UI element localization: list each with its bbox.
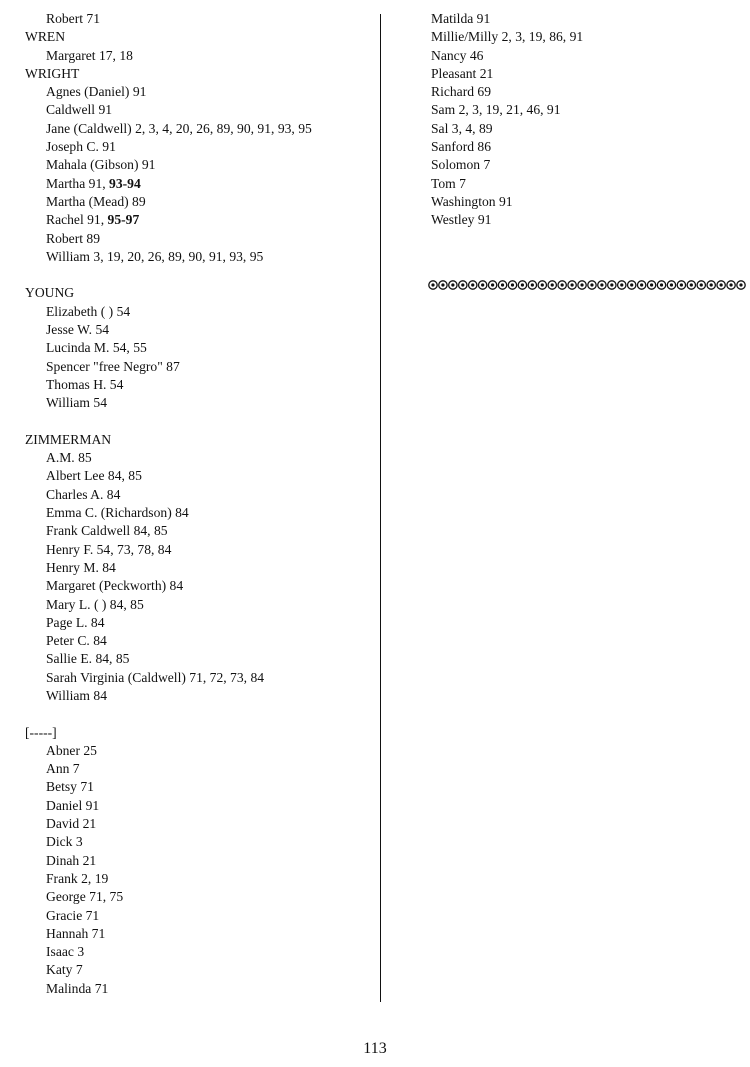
index-entry: [25, 467, 365, 485]
entry-text: Richard 69: [431, 84, 492, 100]
index-entry: [25, 504, 365, 522]
ornament-dot: [491, 283, 494, 286]
surname-heading: WRIGHT: [25, 65, 80, 81]
ornament-dot: [481, 283, 484, 286]
entry-text: Charles A. 84: [46, 486, 121, 502]
entry-text: Emma C. (Richardson) 84: [46, 505, 189, 521]
index-entry: [25, 870, 365, 888]
index-entry: [25, 669, 365, 687]
entry-text: Peter C. 84: [46, 633, 107, 649]
index-entry: [25, 47, 365, 65]
index-entry: [25, 632, 365, 650]
surname-groups: [25, 28, 365, 998]
index-entry: [25, 230, 365, 248]
entry-bold-pages: 93-94: [109, 175, 141, 191]
index-entry: [25, 907, 365, 925]
index-entry: [25, 101, 365, 119]
ornament-dot: [729, 283, 732, 286]
index-entry: [25, 650, 365, 668]
index-entry: [25, 138, 365, 156]
surname-heading: WREN: [25, 29, 66, 45]
surname-heading: ZIMMERMAN: [25, 431, 112, 447]
index-entry: [25, 248, 365, 266]
surname-group: [25, 431, 365, 705]
entry-text: Martha (Mead) 89: [46, 193, 146, 209]
page-number: 113: [363, 1040, 387, 1057]
ornament-dot: [640, 283, 643, 286]
entry-text: Solomon 7: [431, 157, 491, 173]
entry-text: Nancy 46: [431, 47, 484, 63]
index-entry: [431, 65, 741, 83]
ornament-dot: [570, 283, 573, 286]
index-entry: Robert 71: [46, 11, 100, 26]
ornament-dot: [720, 283, 723, 286]
entry-text: Sam 2, 3, 19, 21, 46, 91: [431, 102, 561, 118]
entry-text: Ann 7: [46, 761, 80, 777]
surname-group: [25, 284, 365, 412]
ornament-dot: [620, 283, 623, 286]
surname-heading: YOUNG: [25, 285, 75, 301]
index-entry: [25, 797, 365, 815]
surname-heading: [-----]: [25, 724, 57, 740]
ornament-dot: [551, 283, 554, 286]
index-entry: [25, 559, 365, 577]
entry-text: Tom 7: [431, 175, 466, 191]
index-right-column: [431, 10, 741, 230]
index-entry: [431, 47, 741, 65]
entry-text: David 21: [46, 816, 97, 832]
entry-text: Margaret 17, 18: [46, 47, 133, 63]
index-entry: [25, 925, 365, 943]
group-spacer: [25, 266, 365, 284]
entry-text: Betsy 71: [46, 779, 94, 795]
ornament-dot: [650, 283, 653, 286]
index-entry: [25, 211, 365, 229]
surname-group: [25, 65, 365, 266]
index-entry: [25, 742, 365, 760]
ornament-dot: [561, 283, 564, 286]
entry-text: George 71, 75: [46, 889, 124, 905]
entry-text: Matilda 91: [431, 11, 491, 26]
entry-text: William 3, 19, 20, 26, 89, 90, 91, 93, 95: [46, 248, 264, 264]
index-entry: [25, 760, 365, 778]
index-entry: [431, 10, 741, 28]
entry-text: Westley 91: [431, 212, 492, 228]
index-entry: [431, 156, 741, 174]
index-entry: [431, 193, 741, 211]
index-entry: [25, 778, 365, 796]
index-entry: [25, 614, 365, 632]
index-entry: [431, 101, 741, 119]
entry-text: William 84: [46, 687, 107, 703]
ornament-dot: [461, 283, 464, 286]
entry-text: Rachel 91,: [46, 212, 108, 228]
entry-text: Mary L. ( ) 84, 85: [46, 596, 144, 612]
index-entry: [25, 120, 365, 138]
index-entry: [25, 175, 365, 193]
ornament-dot: [451, 283, 454, 286]
entry-text: Dinah 21: [46, 852, 97, 868]
index-entry: [25, 303, 365, 321]
index-entry: [25, 193, 365, 211]
ornament-dot: [521, 283, 524, 286]
entry-text: Isaac 3: [46, 944, 85, 960]
ornament-dot: [739, 283, 742, 286]
entry-text: Hannah 71: [46, 925, 106, 941]
index-entry: [431, 138, 741, 156]
index-entry: [25, 943, 365, 961]
index-entry: [25, 980, 365, 998]
entry-text: Albert Lee 84, 85: [46, 468, 142, 484]
entry-text: Katy 7: [46, 962, 83, 978]
entry-text: Jane (Caldwell) 2, 3, 4, 20, 26, 89, 90, 91, 93, 95: [46, 120, 312, 136]
ornament-dot: [541, 283, 544, 286]
index-entry: [25, 376, 365, 394]
entry-bold-pages: 95-97: [107, 212, 140, 228]
index-entry: [25, 596, 365, 614]
entry-text: William 54: [46, 395, 107, 411]
group-spacer: [25, 705, 365, 723]
index-entry: [25, 833, 365, 851]
entry-text: Dick 3: [46, 834, 83, 850]
surname-group: [25, 28, 365, 65]
entry-text: Frank Caldwell 84, 85: [46, 523, 168, 539]
entry-text: Robert 89: [46, 230, 100, 246]
index-entry: [25, 358, 365, 376]
index-entry: [25, 486, 365, 504]
entry-text: Sarah Virginia (Caldwell) 71, 72, 73, 84: [46, 669, 265, 685]
index-entry: [25, 961, 365, 979]
ornament-dot: [690, 283, 693, 286]
ornament-dot: [431, 283, 434, 286]
index-entry: [25, 394, 365, 412]
group-spacer: [25, 413, 365, 431]
entry-text: Sanford 86: [431, 139, 492, 155]
entry-text: Washington 91: [431, 193, 513, 209]
entry-text: Gracie 71: [46, 907, 100, 923]
entry-text: Malinda 71: [46, 980, 109, 996]
entry-text: Abner 25: [46, 742, 97, 758]
index-entry: [25, 577, 365, 595]
ornament-dot: [630, 283, 633, 286]
ornament-dot: [471, 283, 474, 286]
index-entry: [431, 120, 741, 138]
entry-text: Agnes (Daniel) 91: [46, 84, 147, 100]
entry-text: Page L. 84: [46, 614, 105, 630]
entry-text: Jesse W. 54: [46, 322, 110, 338]
ornament-dot: [710, 283, 713, 286]
ornament-dot: [680, 283, 683, 286]
index-entry: [25, 541, 365, 559]
index-entry: [25, 449, 365, 467]
ornament-dot: [590, 283, 593, 286]
entry-text: A.M. 85: [46, 450, 92, 466]
index-entry: [25, 522, 365, 540]
ornament-dot: [580, 283, 583, 286]
ornament-dot: [511, 283, 514, 286]
ornament-dot: [600, 283, 603, 286]
index-entry: [25, 321, 365, 339]
column-divider: [380, 14, 381, 1002]
entry-text: Martha 91,: [46, 175, 110, 191]
entry-text: Caldwell 91: [46, 102, 113, 118]
entry-text: Henry F. 54, 73, 78, 84: [46, 541, 172, 557]
ornament-dot: [700, 283, 703, 286]
entry-text: Spencer "free Negro" 87: [46, 358, 180, 374]
ornament-dot: [501, 283, 504, 286]
index-entry: [25, 888, 365, 906]
entry-text: Elizabeth ( ) 54: [46, 303, 131, 319]
index-entry: [25, 83, 365, 101]
entry-text: Sallie E. 84, 85: [46, 651, 130, 667]
ornament-dot: [441, 283, 444, 286]
ornament-dot: [670, 283, 673, 286]
entry-text: Lucinda M. 54, 55: [46, 340, 147, 356]
ornament-dot: [531, 283, 534, 286]
index-entry: [431, 83, 741, 101]
surname-group: [25, 724, 365, 998]
entry-text: Joseph C. 91: [46, 139, 116, 155]
entry-text: Mahala (Gibson) 91: [46, 157, 156, 173]
entry-text: Daniel 91: [46, 797, 100, 813]
entry-text: Henry M. 84: [46, 559, 116, 575]
entry-text: Sal 3, 4, 89: [431, 120, 493, 136]
index-entry: [431, 211, 741, 229]
index-entry: [431, 175, 741, 193]
entry-text: Frank 2, 19: [46, 870, 109, 886]
ornament-dot: [610, 283, 613, 286]
index-entry: [431, 28, 741, 46]
entry-text: Thomas H. 54: [46, 376, 124, 392]
index-left-column: [25, 10, 365, 998]
index-entry: [25, 339, 365, 357]
entry-text: Millie/Milly 2, 3, 19, 86, 91: [431, 29, 584, 45]
index-entry: [25, 687, 365, 705]
index-entry: [25, 852, 365, 870]
index-entry: [25, 815, 365, 833]
entry-text: Margaret (Peckworth) 84: [46, 578, 184, 594]
index-entry: [25, 156, 365, 174]
ornament-rule: [428, 280, 746, 290]
entry-text: Pleasant 21: [431, 65, 494, 81]
ornament-dot: [660, 283, 663, 286]
